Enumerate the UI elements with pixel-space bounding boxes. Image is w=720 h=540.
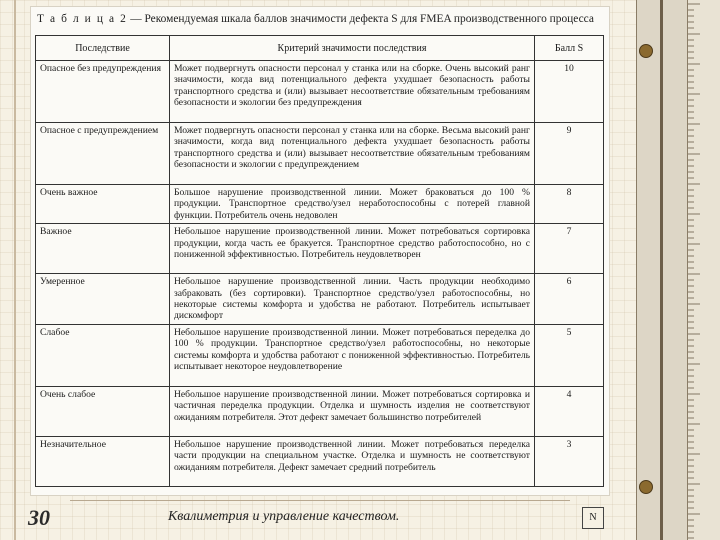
score-cell: 5 <box>535 324 604 386</box>
criterion-cell: Может подвергнуть опасности персонал у станка или на сборке. Очень высокий ранг значимости, когда вид потенциального дефекта ухудшает безопасность работы транспортного средства и (или) вызывает несоответствие обязательным требованиям безопасности и экологии без предупреждения <box>170 61 535 123</box>
column-header-criterion: Критерий значимости последствия <box>170 36 535 61</box>
consequence-cell: Важное <box>36 224 170 274</box>
severity-table <box>35 35 604 487</box>
table-row <box>36 123 604 185</box>
consequence-cell: Очень важное <box>36 185 170 224</box>
criterion-cell: Небольшое нарушение производственной линии. Часть продукции необходимо забраковать (без сортировки). Транспортное средство/узел работоспособны, но некоторые системы комфорта и удобства не работают. Потребитель испытывает дискомфорт <box>170 274 535 325</box>
column-header-consequence: Последствие <box>36 36 170 61</box>
left-margin-rule <box>14 0 16 540</box>
score-cell: 3 <box>535 436 604 486</box>
consequence-cell: Умеренное <box>36 274 170 325</box>
consequence-cell: Опасное с предупреждением <box>36 123 170 185</box>
navigation-button[interactable] <box>582 507 604 529</box>
criterion-cell: Может подвергнуть опасности персонал у станка или на сборке. Весьма высокий ранг значимости, когда вид потенциального дефекта ухудшает безопасность работы транспортного средства и (или) вызывает несоответствие обязательным требованиям безопасности и экологии с предупреждением <box>170 123 535 185</box>
nav-label: N <box>589 512 597 523</box>
footer-divider <box>70 500 570 501</box>
table-row <box>36 274 604 325</box>
score-cell: 7 <box>535 224 604 274</box>
consequence-cell: Слабое <box>36 324 170 386</box>
page-number: 30 <box>28 505 50 530</box>
table-header-row <box>36 36 604 61</box>
consequence-cell: Очень слабое <box>36 386 170 436</box>
criterion-cell: Небольшое нарушение производственной линии. Может потребоваться переделка до 100 % продукции. Транспортное средство/узел работоспособны, но некоторые системы комфорта и удобства работают с пониженной эффективностью. Потребитель испытывает некоторое неудовлетворение <box>170 324 535 386</box>
criterion-cell: Большое нарушение производственной линии. Может браковаться до 100 % продукции. Транспортное средство/узел неработоспособны с потерей главной функции. Потребитель очень недоволен <box>170 185 535 224</box>
table-row <box>36 386 604 436</box>
table-caption-label: Т а б л и ц а 2 <box>37 13 128 25</box>
table-row <box>36 324 604 386</box>
score-cell: 9 <box>535 123 604 185</box>
ruler-ticks <box>636 0 720 540</box>
criterion-cell: Небольшое нарушение производственной линии. Может потребоваться переделка части продукции на специальном участке. Отделка и шумность не соответствуют ожиданиям потребителя. Дефект замечает средний потребитель <box>170 436 535 486</box>
score-cell: 4 <box>535 386 604 436</box>
scanned-document <box>30 6 610 496</box>
consequence-cell: Незначительное <box>36 436 170 486</box>
table-row <box>36 61 604 123</box>
criterion-cell: Небольшое нарушение производственной линии. Может потребоваться сортировка и частичная переделка продукции. Отделка и шумность изделия не соответствуют ожиданиям потребителя. Этот дефект замечает большинство потребителей <box>170 386 535 436</box>
table-row <box>36 436 604 486</box>
table-caption <box>37 13 603 25</box>
consequence-cell: Опасное без предупреждения <box>36 61 170 123</box>
score-cell: 6 <box>535 274 604 325</box>
table-row <box>36 185 604 224</box>
table-caption-text: — Рекомендуемая шкала баллов значимости дефекта S для FMEA производственного процесса <box>127 13 594 25</box>
score-cell: 8 <box>535 185 604 224</box>
column-header-score: Балл S <box>535 36 604 61</box>
criterion-cell: Небольшое нарушение производственной линии. Может потребоваться сортировка продукции, когда часть ее бракуется. Транспортное средство работоспособно, но с пониженной эффективностью. Потребитель неудовлетворен <box>170 224 535 274</box>
score-cell: 10 <box>535 61 604 123</box>
table-row <box>36 224 604 274</box>
footer-title: Квалиметрия и управление качеством. <box>168 509 400 524</box>
